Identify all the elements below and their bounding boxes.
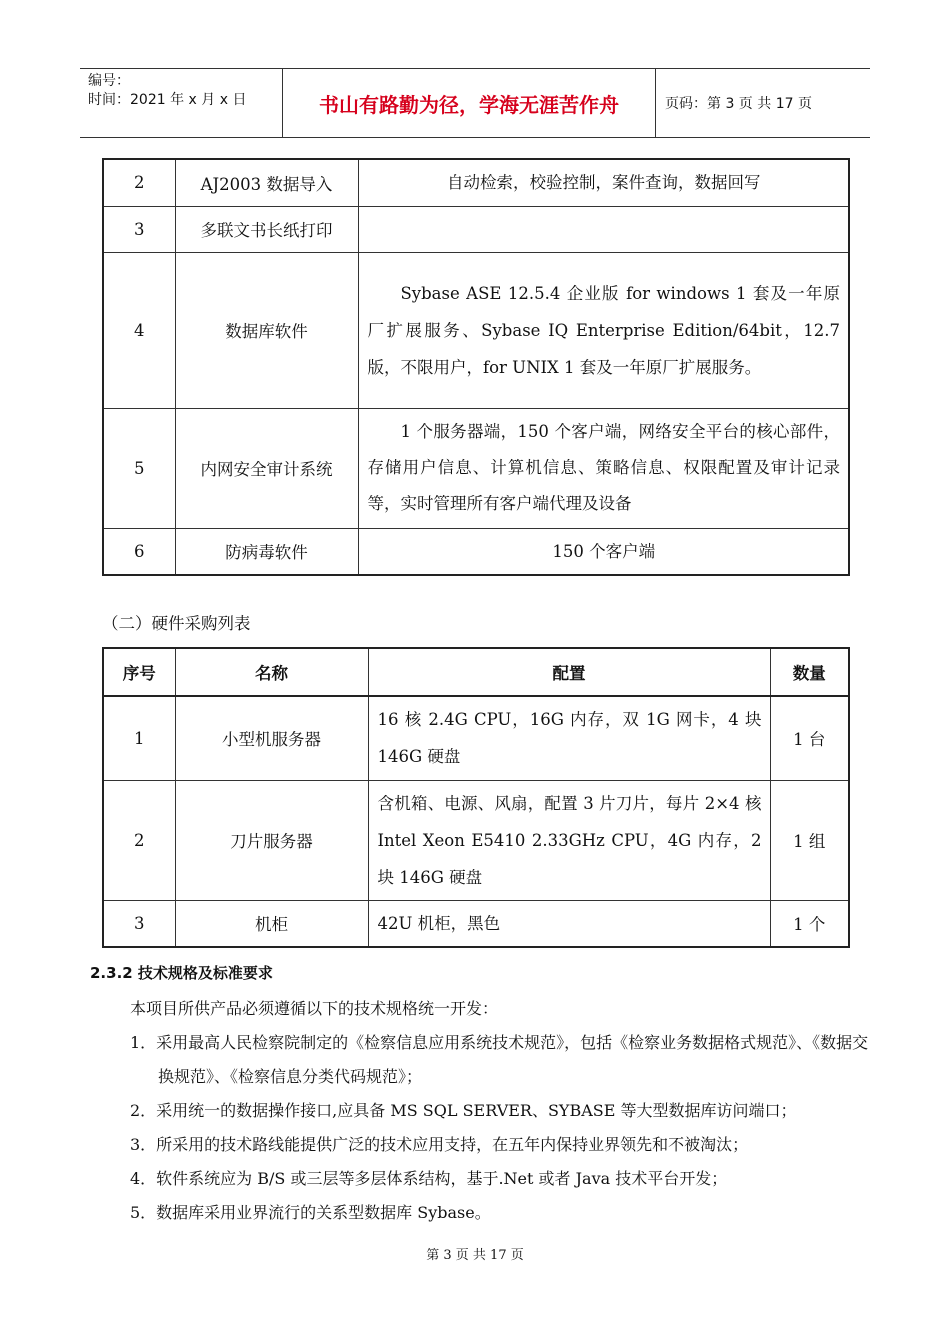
header-name: 名称	[175, 648, 368, 696]
row-config: 42U 机柜，黑色	[368, 900, 770, 947]
row-name: 小型机服务器	[175, 696, 368, 780]
list-item: 2．采用统一的数据操作接口,应具备 MS SQL SERVER、SYBASE 等大型数据库访问端口；	[130, 1101, 797, 1120]
row-number: 3	[103, 900, 175, 947]
table-row	[103, 159, 849, 206]
section-body	[130, 992, 870, 1230]
table-row	[103, 408, 849, 528]
header-page-info: 页码：第 3 页 共 17 页	[665, 96, 812, 112]
header-qty: 数量	[770, 648, 849, 696]
row-name: 机柜	[175, 900, 368, 947]
section-heading: 2.3.2 技术规格及标准要求	[90, 964, 273, 982]
row-name: 内网安全审计系统	[175, 408, 358, 528]
time-label: 时间：2021 年 x 月 x 日	[88, 92, 247, 108]
row-desc: 150 个客户端	[358, 528, 849, 575]
table-row	[103, 528, 849, 575]
row-qty: 1 个	[770, 900, 849, 947]
list-item: 1．采用最高人民检察院制定的《检察信息应用系统技术规范》，包括《检察业务数据格式规范》、《数据交换规范》、《检察信息分类代码规范》；	[130, 1033, 869, 1086]
table-row	[103, 252, 849, 408]
row-desc: 1 个服务器端，150 个客户端，网络安全平台的核心部件，存储用户信息、计算机信息、策略信息、权限配置及审计记录等，实时管理所有客户端代理及设备	[358, 408, 849, 528]
list-item: 5．数据库采用业界流行的关系型数据库 Sybase。	[130, 1203, 491, 1222]
row-name: 刀片服务器	[175, 780, 368, 900]
row-number: 6	[103, 528, 175, 575]
table-row	[103, 696, 849, 780]
header-config: 配置	[368, 648, 770, 696]
table-header-row	[103, 648, 849, 696]
hardware-table	[102, 647, 850, 948]
row-number: 2	[103, 780, 175, 900]
header-meta	[80, 69, 283, 137]
row-desc: Sybase ASE 12.5.4 企业版 for windows 1 套及一年原厂扩展服务、Sybase IQ Enterprise Edition/64bit，12.7 版，不限用户，for UNIX 1 套及一年原厂扩展服务。	[358, 252, 849, 408]
software-table	[102, 158, 850, 576]
row-number: 4	[103, 252, 175, 408]
table-row	[103, 900, 849, 947]
header-no: 序号	[103, 648, 175, 696]
row-number: 3	[103, 206, 175, 252]
header-motto: 书山有路勤为径，学海无涯苦作舟	[283, 69, 656, 137]
row-name: 多联文书长纸打印	[175, 206, 358, 252]
row-config: 16 核 2.4G CPU，16G 内存，双 1G 网卡，4 块 146G 硬盘	[368, 696, 770, 780]
hardware-list-title: （二）硬件采购列表	[102, 614, 251, 633]
page-header	[80, 68, 870, 138]
row-desc: 自动检索，校验控制，案件查询，数据回写	[358, 159, 849, 206]
table-row	[103, 206, 849, 252]
row-number: 5	[103, 408, 175, 528]
row-config: 含机箱、电源、风扇，配置 3 片刀片，每片 2×4 核 Intel Xeon E5410 2.33GHz CPU，4G 内存，2 块 146G 硬盘	[368, 780, 770, 900]
section-intro: 本项目所供产品必须遵循以下的技术规格统一开发：	[130, 999, 499, 1018]
list-item: 4．软件系统应为 B/S 或三层等多层体系结构，基于.Net 或者 Java 技术平台开发；	[130, 1169, 728, 1188]
row-qty: 1 组	[770, 780, 849, 900]
row-desc	[358, 206, 849, 252]
row-number: 2	[103, 159, 175, 206]
row-name: 防病毒软件	[175, 528, 358, 575]
row-name: 数据库软件	[175, 252, 358, 408]
table-row	[103, 780, 849, 900]
number-label: 编号：	[88, 73, 130, 89]
row-number: 1	[103, 696, 175, 780]
row-name: AJ2003 数据导入	[175, 159, 358, 206]
page-footer: 第 3 页 共 17 页	[426, 1248, 524, 1263]
list-item: 3．所采用的技术路线能提供广泛的技术应用支持，在五年内保持业界领先和不被淘汰；	[130, 1135, 749, 1154]
row-qty: 1 台	[770, 696, 849, 780]
